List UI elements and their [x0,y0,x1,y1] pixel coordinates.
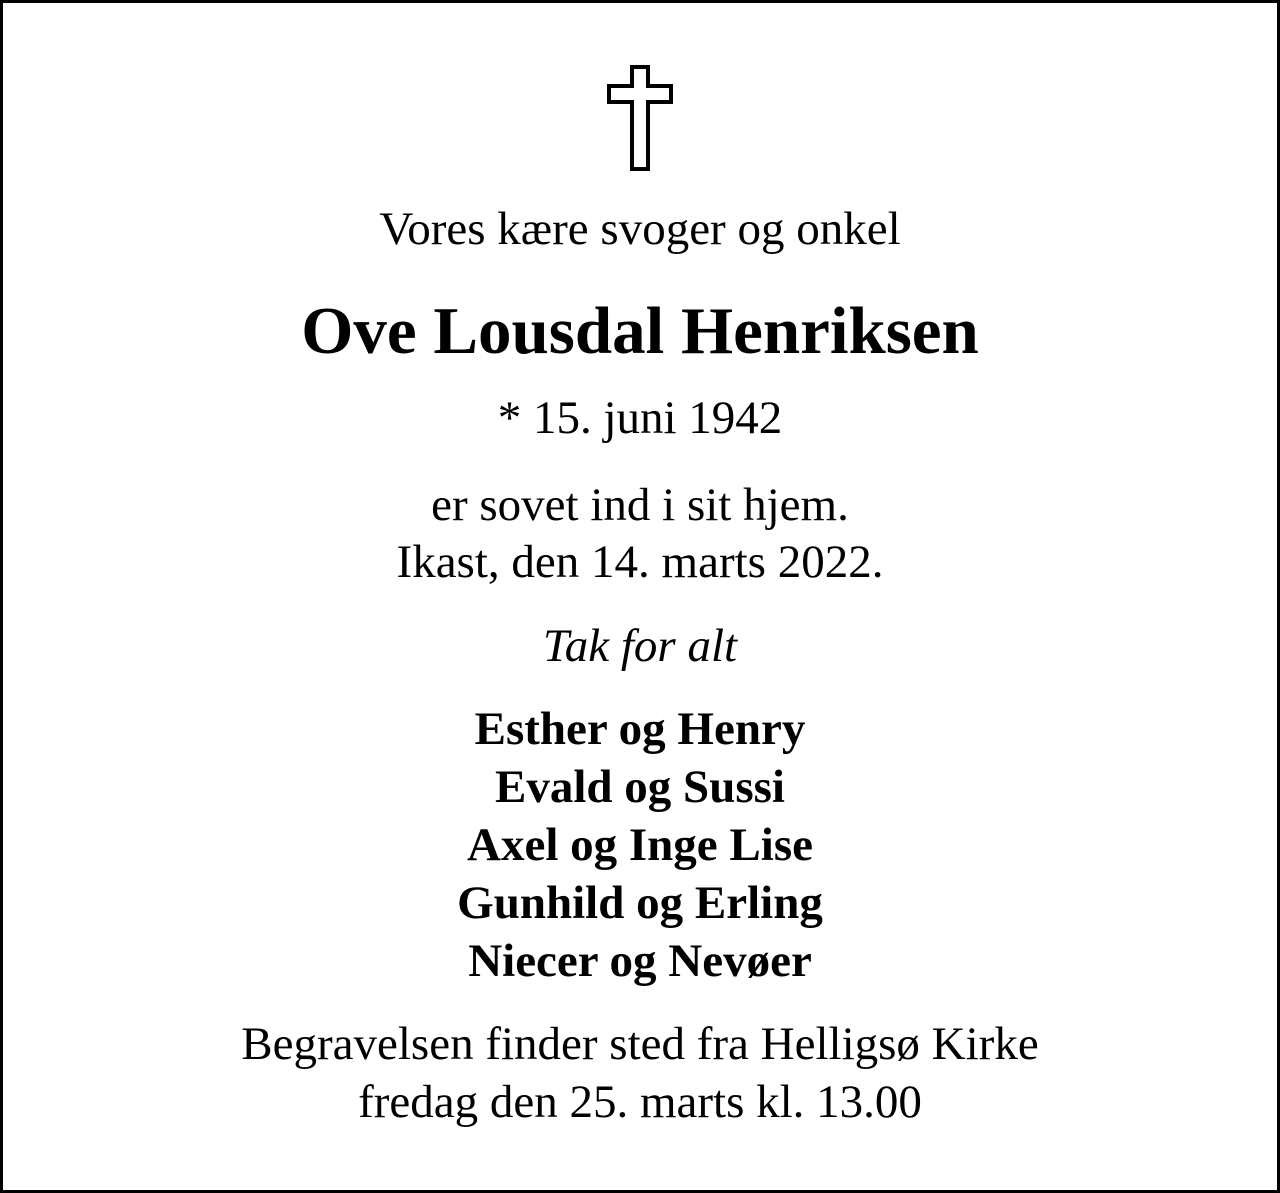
funeral-line-1: Begravelsen finder sted fra Helligsø Kirke [241,1018,1039,1070]
intro-text: Vores kære svoger og onkel [379,203,901,255]
death-line-2: Ikast, den 14. marts 2022. [396,536,884,588]
mourner-name: Esther og Henry [474,703,806,755]
cross-icon [607,65,673,171]
mourner-name: Gunhild og Erling [457,877,823,929]
birth-date: * 15. juni 1942 [497,392,783,444]
mourner-name: Niecer og Nevøer [468,935,812,987]
funeral-line-2: fredag den 25. marts kl. 13.00 [358,1076,922,1128]
deceased-name: Ove Lousdal Henriksen [301,294,979,368]
mourner-name: Axel og Inge Lise [467,819,813,871]
death-line-1: er sovet ind i sit hjem. [431,479,849,531]
thanks-text: Tak for alt [542,620,738,672]
mourner-name: Evald og Sussi [495,761,785,813]
